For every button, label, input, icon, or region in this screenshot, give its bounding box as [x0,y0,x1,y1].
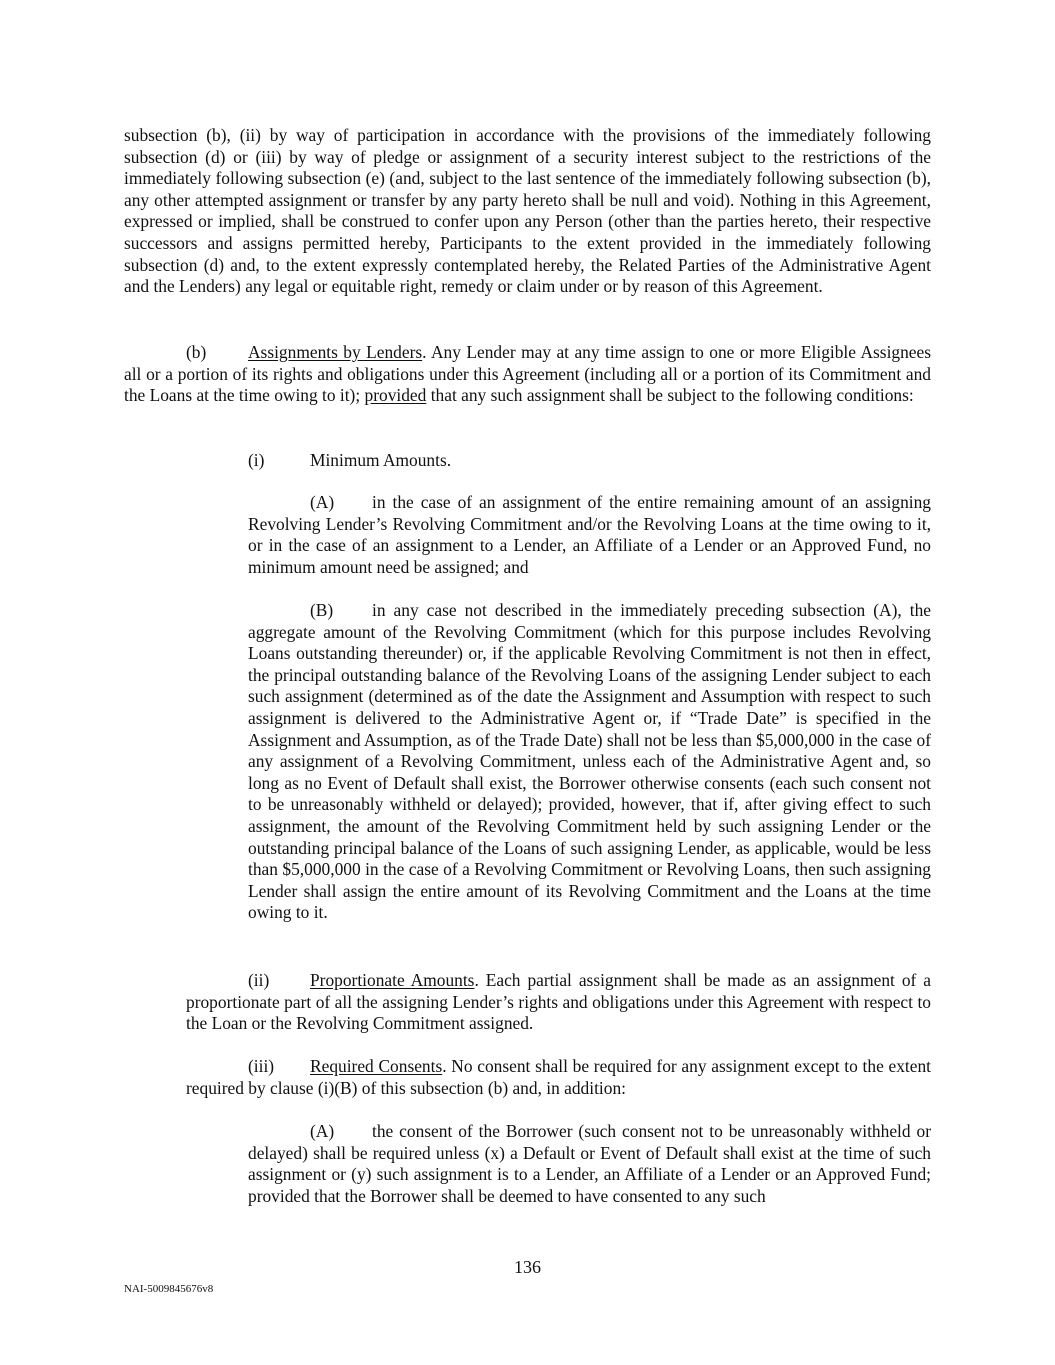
clause-i-marker: (i) [248,450,265,470]
clause-iii-paragraph [186,1056,931,1099]
clause-i-paragraph [248,450,931,472]
clause-iii-marker: (iii) [248,1056,275,1076]
clause-i-b-text: in any case not described in the immediately preceding subsection (A), the aggregate amount of the Revolving Commitment (which for this purpose includes Revolving Loans outstanding thereunder) or, if the applicable Revolving Commitment is not then in effect, the principal outstanding balance of the Revolving Loans of the assigning Lender subject to each such assignment (determined as of the date the Assignment and Assumption with respect to such assignment is delivered to the Administrative Agent or, if “Trade Date” is specified in the Assignment and Assumption, as of the Trade Date) shall not be less than $5,000,000 in the case of any assignment of a Revolving Commitment, unless each of the Administrative Agent and, so long as no Event of Default shall exist, the Borrower otherwise consents (each such consent not to be unreasonably withheld or delayed); provided, however, that if, after giving effect to such assignment, the amount of the Revolving Commitment held by such assigning Lender or the outstanding principal balance of the Loans of such assigning Lender, as applicable, would be less than $5,000,000 in the case of a Revolving Commitment or Revolving Loans, then such assigning Lender shall assign the entire amount of its Revolving Commitment and the Loans at the time owing to it. [248,600,931,923]
section-b-paragraph [124,342,931,407]
clause-iii-a-text: the consent of the Borrower (such consent not to be unreasonably withheld or delayed) shall be required unless (x) a Default or Event of Default shall exist at the time of such assignment or (y) such assignment is to a Lender, an Affiliate of a Lender or an Approved Fund; provided that the Borrower shall be deemed to have consented to any such [248,1121,931,1206]
clause-i-b-paragraph [248,600,931,924]
document-id: NAI-5009845676v8 [124,1283,214,1295]
section-b-heading: Assignments by Lenders [248,342,423,362]
clause-iii-a-marker: (A) [310,1121,335,1141]
clause-iii-text: . No consent shall be required for any assignment except to the extent required by clause (i)(B) of this subsection (b) and, in addition: [186,1056,931,1098]
clause-iii-heading: Required Consents [310,1056,443,1076]
clause-i-heading: Minimum Amounts. [310,450,452,470]
clause-ii-text: . Each partial assignment shall be made as an assignment of a proportionate part of all the assigning Lender’s rights and obligations under this Agreement with respect to the Loan or the Revolving Commitment assigned. [186,970,931,1034]
clause-i-a-text: in the case of an assignment of the entire remaining amount of an assigning Revolving Lender’s Revolving Commitment and/or the Revolving Loans at the time owing to it, or in the case of an assignment to a Lender, an Affiliate of a Lender or an Approved Fund, no minimum amount need be assigned; and [248,492,931,577]
section-b-text-before: . Any Lender may at any time assign to one or more Eligible Assignees all or a portion of its rights and obligations under this Agreement (including all or a portion of its Commitment and the Loans at the time owing to it); [124,342,931,406]
clause-i-a-paragraph [248,492,931,578]
clause-ii-marker: (ii) [248,970,270,990]
clause-ii-heading: Proportionate Amounts [310,970,475,990]
intro-text: subsection (b), (ii) by way of participation in accordance with the provisions of the immediately following subsection (d) or (iii) by way of pledge or assignment of a security interest subject to the restrictions of the immediately following subsection (e) (and, subject to the last sentence of the immediately following subsection (b), any other attempted assignment or transfer by any party hereto shall be null and void). Nothing in this Agreement, expressed or implied, shall be construed to confer upon any Person (other than the parties hereto, their respective successors and assigns permitted hereby, Participants to the extent provided in the immediately following subsection (d) and, to the extent expressly contemplated hereby, the Related Parties of the Administrative Agent and the Lenders) any legal or equitable right, remedy or claim under or by reason of this Agreement. [124,125,931,297]
section-b-text-after: that any such assignment shall be subject to the following conditions: [426,385,914,406]
page-number: 136 [514,1257,541,1277]
clause-i-a-marker: (A) [310,492,335,512]
intro-paragraph [124,125,931,298]
clause-iii-a-paragraph [248,1121,931,1207]
clause-i-b-marker: (B) [310,600,334,620]
provided-term: provided [364,385,427,406]
clause-ii-paragraph [186,970,931,1035]
section-b-marker: (b) [186,342,207,362]
